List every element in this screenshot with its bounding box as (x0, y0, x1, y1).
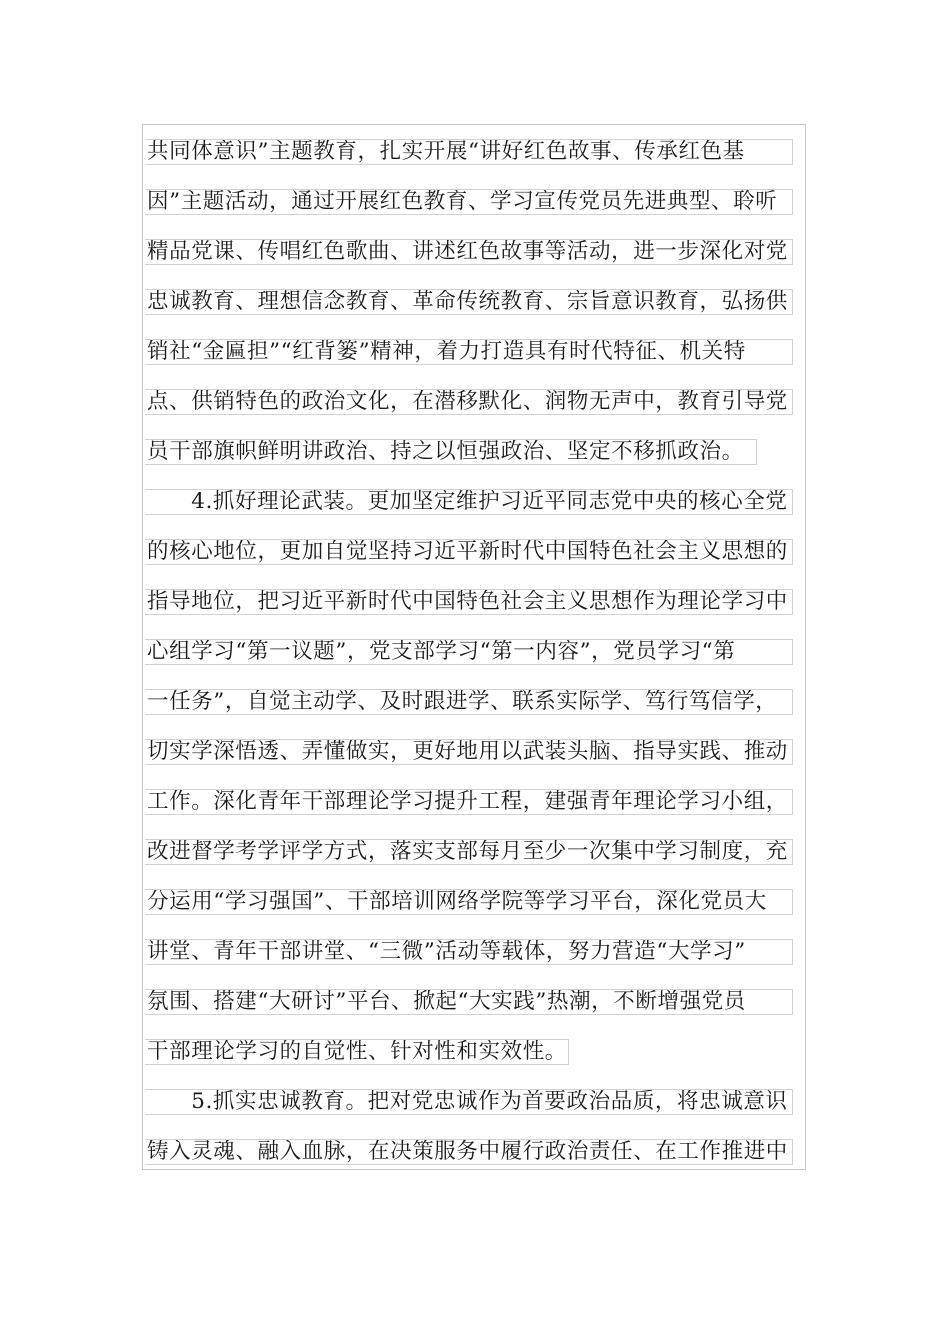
text-line: 忠诚教育、理想信念教育、革命传统教育、宗旨意识教育，弘扬供 (145, 289, 793, 315)
text-line: 指导地位，把习近平新时代中国特色社会主义思想作为理论学习中 (145, 589, 793, 615)
text-line: 共同体意识”主题教育，扎实开展“讲好红色故事、传承红色基 (145, 139, 793, 165)
text-line: 干部理论学习的自觉性、针对性和实效性。 (145, 1039, 569, 1065)
text-line: 员干部旗帜鲜明讲政治、持之以恒强政治、坚定不移抓政治。 (145, 439, 757, 465)
text-line: 精品党课、传唱红色歌曲、讲述红色故事等活动，进一步深化对党 (145, 239, 793, 265)
text-line: 心组学习“第一议题”，党支部学习“第一内容”，党员学习“第 (145, 639, 793, 665)
text-line: 一任务”，自觉主动学、及时跟进学、联系实际学、笃行笃信学， (145, 689, 793, 715)
text-line: 因”主题活动，通过开展红色教育、学习宣传党员先进典型、聆听 (145, 189, 793, 215)
text-line: 分运用“学习强国”、干部培训网络学院等学习平台，深化党员大 (145, 889, 793, 915)
text-line: 销社“金匾担”“红背篓”精神，着力打造具有时代特征、机关特 (145, 339, 793, 365)
text-line: 切实学深悟透、弄懂做实，更好地用以武装头脑、指导实践、推动 (145, 739, 793, 765)
paragraph-start-line: 4.抓好理论武装。更加坚定维护习近平同志党中央的核心全党 (145, 489, 793, 515)
text-line: 讲堂、青年干部讲堂、“三微”活动等载体，努力营造“大学习” (145, 939, 793, 965)
text-line: 铸入灵魂、融入血脉，在决策服务中履行政治责任、在工作推进中 (145, 1139, 793, 1165)
text-line: 工作。深化青年干部理论学习提升工程，建强青年理论学习小组， (145, 789, 793, 815)
text-line: 点、供销特色的政治文化，在潜移默化、润物无声中，教育引导党 (145, 389, 793, 415)
text-line: 的核心地位，更加自觉坚持习近平新时代中国特色社会主义思想的 (145, 539, 793, 565)
paragraph-start-line: 5.抓实忠诚教育。把对党忠诚作为首要政治品质，将忠诚意识 (145, 1089, 793, 1115)
text-line: 改进督学考学评学方式，落实支部每月至少一次集中学习制度，充 (145, 839, 793, 865)
text-line: 氛围、搭建“大研讨”平台、掀起“大实践”热潮，不断增强党员 (145, 989, 793, 1015)
